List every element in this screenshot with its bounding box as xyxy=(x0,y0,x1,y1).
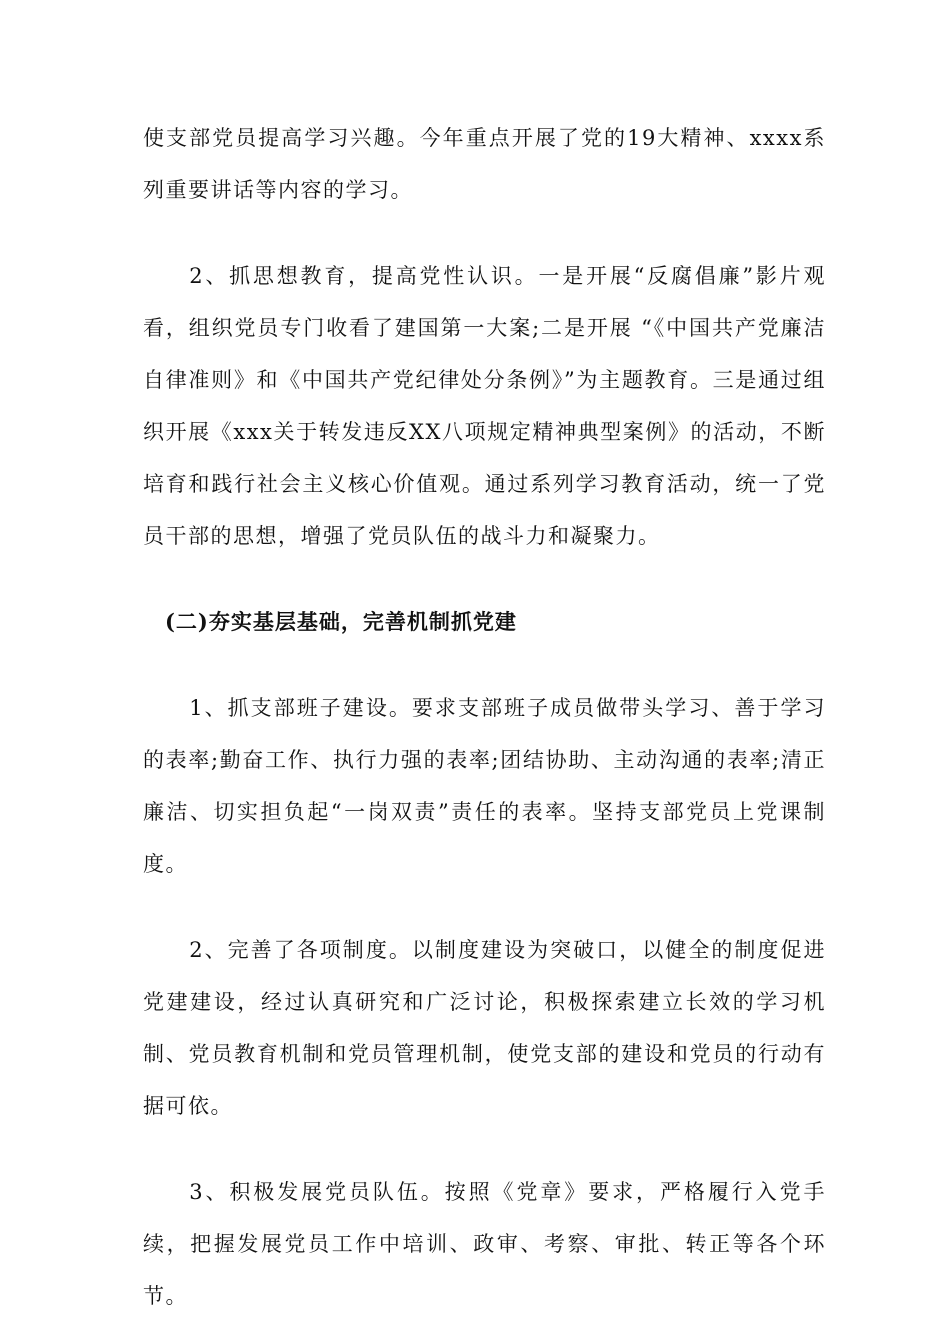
paragraph-continuation: 使支部党员提高学习兴趣。今年重点开展了党的19大精神、xxxx系列重要讲话等内容的学习。 xyxy=(143,126,826,202)
paragraph-gap xyxy=(143,1132,826,1166)
paragraph-gap xyxy=(143,648,826,682)
paragraph-branch-building: 1、抓支部班子建设。要求支部班子成员做带头学习、善于学习的表率;勤奋工作、执行力强的表率;团结协助、主动沟通的表率;清正廉洁、切实担负起“一岗双责”责任的表率。坚持支部党员上党课制度。 xyxy=(143,696,826,876)
document-body xyxy=(143,112,826,1322)
paragraph-gap xyxy=(143,216,826,250)
paragraph-gap xyxy=(143,890,826,924)
paragraph-ideological-education: 2、抓思想教育，提高党性认识。一是开展“反腐倡廉”影片观看，组织党员专门收看了建国第一大案;二是开展 “《中国共产党廉洁自律准则》和《中国共产党纪律处分条例》”为主题教育。三是通过组织开展《xxx关于转发违反XX八项规定精神典型案例》的活动，不断培育和践行社会主义核心价值观。通过系列学习教育活动，统一了党员干部的思想，增强了党员队伍的战斗力和凝聚力。 xyxy=(143,264,826,548)
paragraph-systems: 2、完善了各项制度。以制度建设为突破口，以健全的制度促进党建建设，经过认真研究和广泛讨论，积极探索建立长效的学习机制、党员教育机制和党员管理机制，使党支部的建设和党员的行动有据可依。 xyxy=(143,938,826,1118)
paragraph-member-recruitment: 3、积极发展党员队伍。按照《党章》要求，严格履行入党手续，把握发展党员工作中培训、政审、考察、审批、转正等各个环节。 xyxy=(143,1180,826,1308)
section-heading: (二)夯实基层基础，完善机制抓党建 xyxy=(165,609,517,634)
paragraph-gap xyxy=(143,562,826,596)
